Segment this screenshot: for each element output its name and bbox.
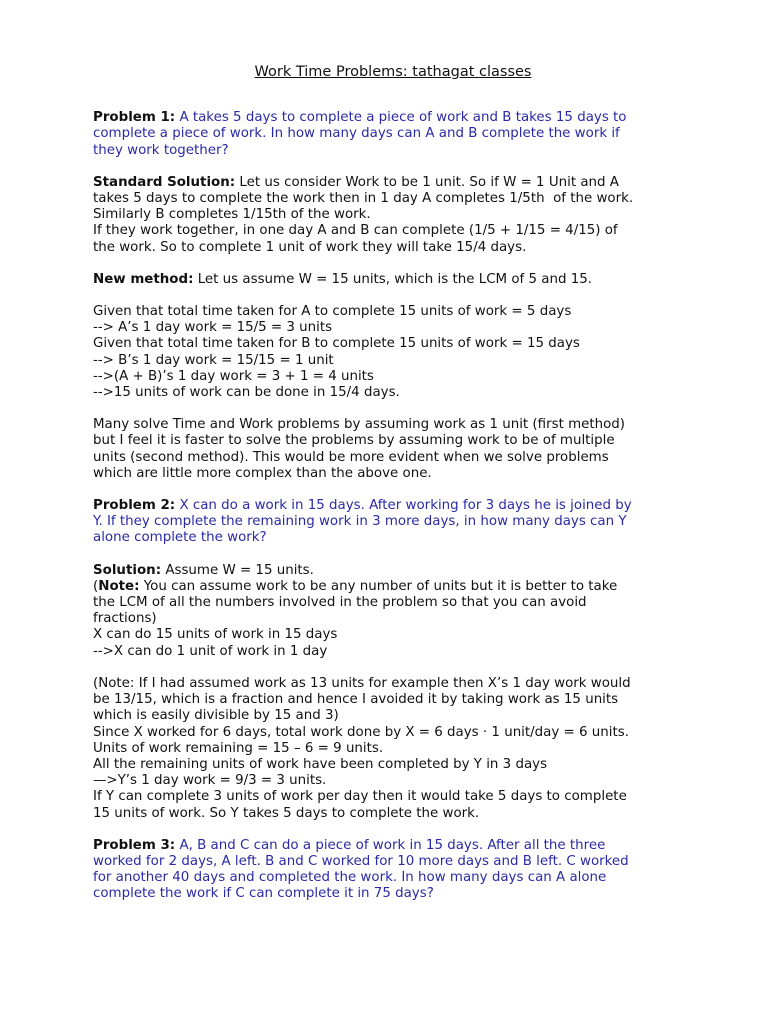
line-text: -->15 units of work can be done in 15/4 days. — [93, 385, 400, 401]
text-line — [93, 191, 693, 207]
text-line — [93, 336, 693, 352]
text-line — [93, 240, 693, 256]
text-line — [93, 838, 693, 854]
text-line — [93, 385, 693, 401]
text-line — [93, 417, 693, 433]
line-text: Since X worked for 6 days, total work done by X = 6 days · 1 unit/day = 6 units. — [93, 724, 629, 740]
text-line — [93, 369, 693, 385]
line-text: units (second method). This would be more evident when we solve problems — [93, 449, 609, 465]
line-text: worked for 2 days, A left. B and C worked for 10 more days and B left. C worked — [93, 853, 629, 869]
line-text: (Note: You can assume work to be any number of units but it is better to take — [93, 578, 618, 594]
text-line — [93, 223, 693, 239]
line-text: complete the work if C can complete it in 75 days? — [93, 886, 434, 902]
line-text: A takes 5 days to complete a piece of work and B takes 15 days to — [179, 110, 627, 126]
line-text: Many solve Time and Work problems by assuming work as 1 unit (first method) — [93, 417, 626, 433]
line-text: be 13/15, which is a fraction and hence I avoided it by taking work as 15 units — [93, 692, 619, 708]
text-line — [93, 498, 693, 514]
line-text: which are little more complex than the above one. — [93, 465, 432, 481]
line-text: fractions) — [93, 611, 157, 627]
line-text: for another 40 days and completed the work. In how many days can A alone — [93, 870, 607, 886]
line-text: X can do a work in 15 days. After working for 3 days he is joined by — [179, 498, 632, 514]
text-line — [93, 692, 693, 708]
line-text: which is easily divisible by 15 and 3) — [93, 708, 339, 724]
section-label: New method: — [93, 271, 194, 287]
line-text: -->X can do 1 unit of work in 1 day — [93, 643, 328, 659]
text-line — [93, 466, 693, 482]
text-line — [93, 175, 693, 191]
line-text: takes 5 days to complete the work then in 1 day A completes 1/5th of the work. — [93, 191, 634, 207]
line-text: they work together? — [93, 142, 229, 158]
text-line — [93, 595, 693, 611]
line-text: If Y can complete 3 units of work per day then it would take 5 days to complete — [93, 789, 627, 805]
text-line — [93, 530, 693, 546]
text-line — [93, 644, 693, 660]
line-text: --> B’s 1 day work = 15/15 = 1 unit — [93, 352, 334, 368]
line-text: but I feel it is faster to solve the problems by assuming work to be of multiple — [93, 433, 615, 449]
paragraph — [93, 175, 693, 256]
document-page — [93, 64, 693, 919]
text-line — [93, 757, 693, 773]
text-line — [93, 708, 693, 724]
text-line — [93, 433, 693, 449]
text-line — [93, 304, 693, 320]
text-line — [93, 450, 693, 466]
line-text: All the remaining units of work have been completed by Y in 3 days — [93, 756, 548, 772]
text-line — [93, 514, 693, 530]
line-text: (Note: If I had assumed work as 13 units for example then X’s 1 day work would — [93, 675, 631, 691]
paragraph — [93, 304, 693, 401]
line-text: A, B and C can do a piece of work in 15 days. After all the three — [179, 837, 606, 853]
line-text: X can do 15 units of work in 15 days — [93, 627, 338, 643]
paragraph — [93, 498, 693, 547]
line-text: Let us consider Work to be 1 unit. So if W = 1 Unit and A — [239, 174, 619, 190]
line-text: the work. So to complete 1 unit of work they will take 15/4 days. — [93, 239, 527, 255]
paragraph — [93, 272, 693, 288]
text-line — [93, 110, 693, 126]
line-text: Units of work remaining = 15 – 6 = 9 units. — [93, 740, 384, 756]
paragraph — [93, 417, 693, 482]
paragraph — [93, 110, 693, 159]
line-text: If they work together, in one day A and B can complete (1/5 + 1/15 = 4/15) of — [93, 223, 618, 239]
text-line — [93, 320, 693, 336]
text-line — [93, 676, 693, 692]
text-line — [93, 741, 693, 757]
line-text: Similarly B completes 1/15th of the work. — [93, 207, 371, 223]
line-text: Y. If they complete the remaining work in 3 more days, in how many days can Y — [93, 514, 627, 530]
line-text: -->(A + B)’s 1 day work = 3 + 1 = 4 units — [93, 368, 374, 384]
document-body — [93, 110, 693, 902]
line-text: the LCM of all the numbers involved in the problem so that you can avoid — [93, 595, 587, 611]
line-text: Given that total time taken for B to complete 15 units of work = 15 days — [93, 336, 580, 352]
paragraph — [93, 838, 693, 903]
paragraph — [93, 676, 693, 822]
document-title: Work Time Problems: tathagat classes — [254, 64, 532, 80]
line-text: complete a piece of work. In how many days can A and B complete the work if — [93, 126, 620, 142]
text-line — [93, 353, 693, 369]
text-line — [93, 563, 693, 579]
line-text: —>Y’s 1 day work = 9/3 = 3 units. — [93, 773, 327, 789]
section-label: Problem 1: — [93, 110, 176, 126]
section-label: Solution: — [93, 562, 162, 578]
text-line — [93, 886, 693, 902]
text-line — [93, 579, 693, 595]
text-line — [93, 789, 693, 805]
text-line — [93, 627, 693, 643]
section-label: Problem 3: — [93, 837, 176, 853]
text-line — [93, 126, 693, 142]
text-line — [93, 272, 693, 288]
text-line — [93, 854, 693, 870]
section-label: Problem 2: — [93, 498, 176, 514]
paragraph — [93, 563, 693, 660]
text-line — [93, 611, 693, 627]
text-line — [93, 806, 693, 822]
line-text: Let us assume W = 15 units, which is the LCM of 5 and 15. — [197, 271, 593, 287]
line-text: Assume W = 15 units. — [165, 562, 314, 578]
section-label: Standard Solution: — [93, 174, 236, 190]
text-line — [93, 870, 693, 886]
line-text: alone complete the work? — [93, 530, 267, 546]
text-line — [93, 143, 693, 159]
text-line — [93, 773, 693, 789]
line-text: 15 units of work. So Y takes 5 days to complete the work. — [93, 805, 480, 821]
line-text: --> A’s 1 day work = 15/5 = 3 units — [93, 320, 333, 336]
text-line — [93, 207, 693, 223]
line-text: Given that total time taken for A to complete 15 units of work = 5 days — [93, 304, 572, 320]
text-line — [93, 725, 693, 741]
